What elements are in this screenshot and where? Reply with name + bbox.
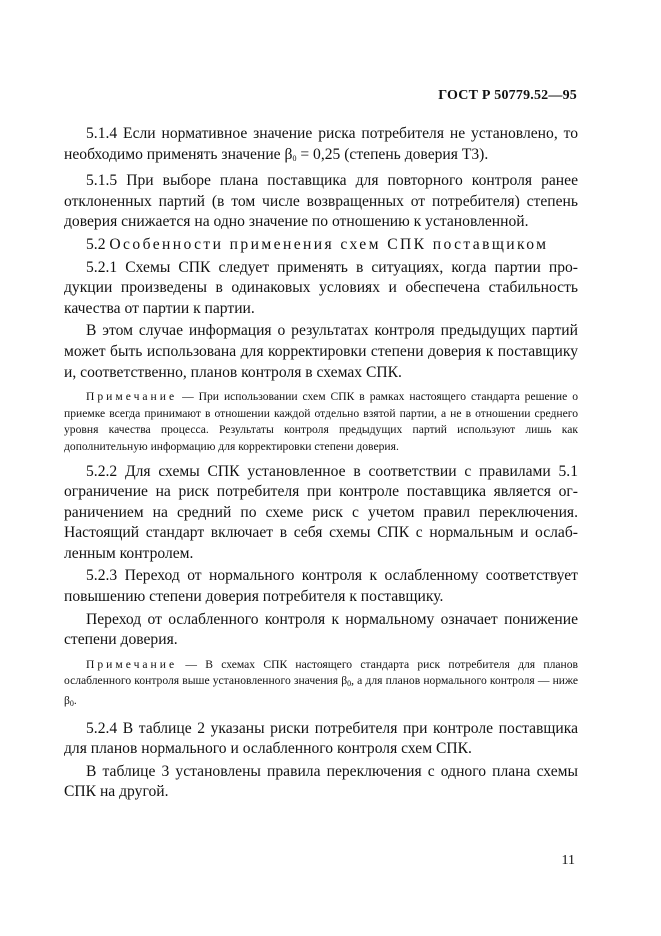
note-label: Примечание [86, 390, 178, 404]
paragraph-5-1-4: 5.1.4 Если нормативное значение риска потребителя не установлено, то необходимо применять значение $\beta_0 = 0,25$ (степень доверия Т3). [64, 125, 578, 163]
section-heading-5-2: 5.2 Особенности применения схем СПК поставщиком [86, 235, 549, 253]
paragraph-5-1-5: 5.1.5 При выборе плана поставщика для повторного контроля ранее отклоненных партий (в том числе возвращенных от потребителя) степень доверия снижается на одно значение по отношению к установленной. [64, 172, 578, 231]
note-1: Примечание — При использовании схем СПК в рамках настоящего стандарта решение о приемке всегда принимают в отношении каждой отдельно взятой партии, а не в отношении среднего уровня качества процесса. Результаты контроля предыдущих партий используют лишь как дополнительную информацию для корректировки степени доверия. [64, 390, 578, 453]
note-label: Примечание [86, 657, 178, 671]
paragraph-5-2-1-continued: В этом случае информация о результатах контроля предыдущих партий может быть использована для корректировки степени доверия к поставщику и, соответственно, планов контроля в схемах СПК. [64, 322, 578, 381]
document-id-header: ГОСТ Р 50779.52—95 [438, 88, 577, 103]
document-body [64, 124, 578, 805]
note-2: Примечание — В схемах СПК настоящего стандарта риск потребителя для планов ослабленного контроля выше установленного значения $\beta_0$, а для планов нормального контроля — ниже $\beta_0$. [64, 657, 579, 709]
paragraph-5-2-1: 5.2.1 Схемы СПК следует применять в ситуациях, когда партии продукции произведены в одинаковых условиях и обеспечена стабильность качества от партии к партии. [64, 258, 578, 317]
paragraph-5-2-4: 5.2.4 В таблице 2 указаны риски потребителя при контроле поставщика для планов нормального и ослабленного контроля схем СПК. [64, 719, 578, 758]
paragraph-5-2-4-continued: В таблице 3 установлены правила переключения с одного плана схемы СПК на другой. [64, 762, 578, 801]
page-number: 11 [561, 853, 575, 868]
paragraph-5-2-3: 5.2.3 Переход от нормального контроля к ослабленному соответствует повышению степени доверия потребителя к поставщику. [64, 567, 578, 606]
paragraph-5-2-3-continued: Переход от ослабленного контроля к нормальному означает понижение степени доверия. [64, 610, 578, 649]
paragraph-5-2-2: 5.2.2 Для схемы СПК установленное в соответствии с правилами 5.1 ограничение на риск потребителя при контроле поставщика является ограничением на средний по схеме риск с учетом правил переключения. Настоящий стандарт включает в себя схемы СПК с нормальным и ослабленным контролем. [64, 462, 578, 562]
section-title: Особенности применения схем СПК поставщиком [109, 235, 549, 253]
